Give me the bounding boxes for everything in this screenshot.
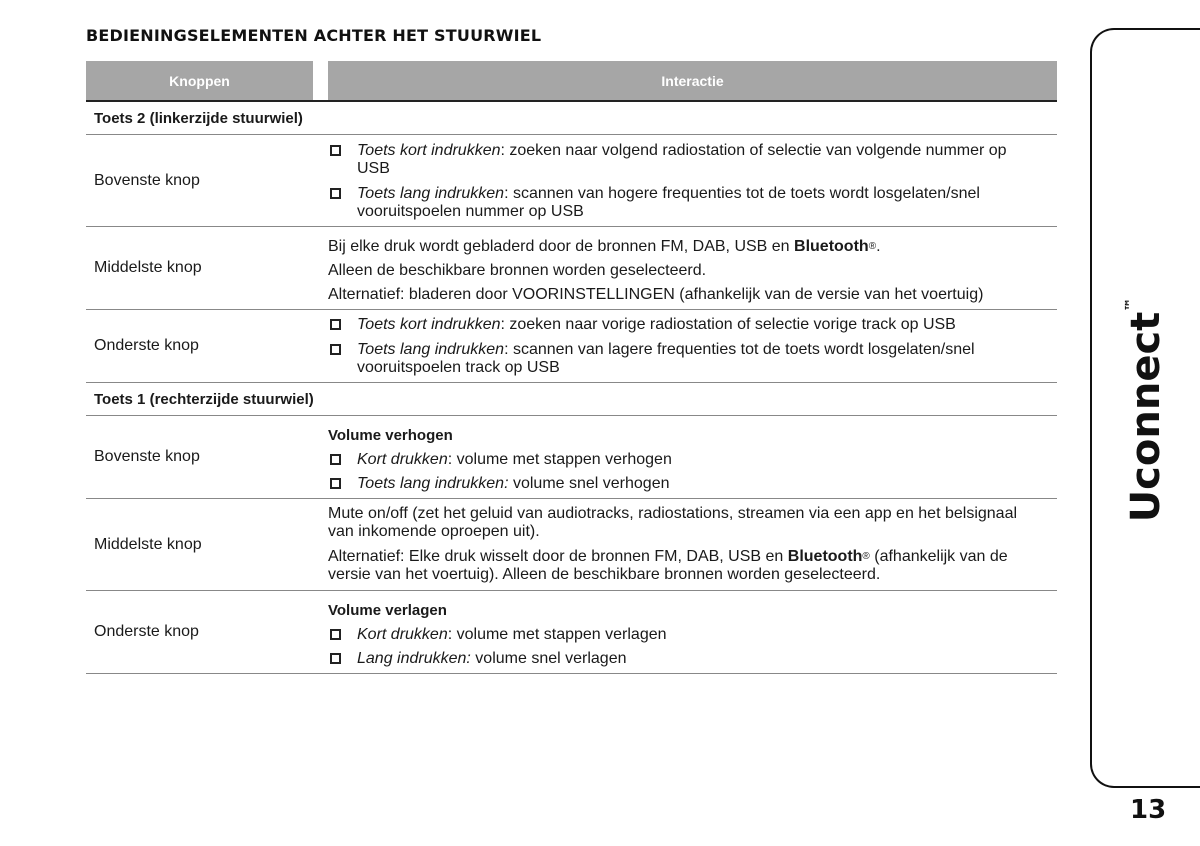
list-item: Toets kort indrukken: zoeken naar volgend radiostation of selectie van volgende nummer op USB	[328, 142, 1007, 178]
button-label: Onderste knop	[94, 337, 199, 354]
paragraph: Bij elke druk wordt gebladerd door de bronnen FM, DAB, USB en Bluetooth®.	[328, 238, 881, 255]
paragraph: Alternatief: Elke druk wisselt door de bronnen FM, DAB, USB en Bluetooth® (afhankelijk van de versie van het voertuig). Alleen de beschikbare bronnen worden geselecteerd.	[328, 548, 1008, 583]
paragraph: Alternatief: bladeren door VOORINSTELLINGEN (afhankelijk van de versie van het voertuig)	[328, 286, 984, 303]
list-item: Toets lang indrukken: scannen van lagere frequenties tot de toets wordt losgelaten/snel vooruitspoelen track op USB	[328, 341, 975, 377]
table-header	[86, 61, 1057, 102]
list-item: Toets kort indrukken: zoeken naar vorige radiostation of selectie vorige track op USB	[328, 316, 956, 334]
interaction-cell	[328, 416, 1043, 498]
interaction-cell	[328, 591, 1043, 673]
square-bullet-icon	[330, 629, 341, 640]
interaction-cell	[328, 499, 1043, 590]
group-heading-left: Toets 2 (linkerzijde stuurwiel)	[86, 102, 1057, 135]
list-item: Kort drukken: volume met stappen verlagen	[328, 626, 667, 644]
section-title: BEDIENINGSELEMENTEN ACHTER HET STUURWIEL	[86, 26, 542, 45]
controls-table	[86, 61, 1057, 674]
interaction-cell	[328, 135, 1043, 226]
table-row	[86, 310, 1057, 383]
square-bullet-icon	[330, 145, 341, 156]
square-bullet-icon	[330, 653, 341, 664]
list-item: Kort drukken: volume met stappen verhogen	[328, 451, 672, 469]
table-row	[86, 499, 1057, 591]
paragraph: Mute on/off (zet het geluid van audiotracks, radiostations, streamen via een app en het belsignaal van inkomende oproepen uit).	[328, 505, 1018, 540]
button-label: Bovenste knop	[94, 171, 200, 189]
square-bullet-icon	[330, 478, 341, 489]
square-bullet-icon	[330, 344, 341, 355]
paragraph: Alleen de beschikbare bronnen worden geselecteerd.	[328, 262, 707, 279]
page-number: 13	[1130, 795, 1167, 825]
header-buttons: Knoppen	[86, 61, 313, 100]
square-bullet-icon	[330, 188, 341, 199]
table-row	[86, 135, 1057, 227]
header-interaction: Interactie	[328, 61, 1057, 100]
interaction-cell	[328, 227, 1043, 309]
group-heading-right: Toets 1 (rechterzijde stuurwiel)	[86, 383, 1057, 416]
square-bullet-icon	[330, 454, 341, 465]
button-label: Bovenste knop	[94, 448, 200, 465]
list-item: Lang indrukken: volume snel verlagen	[328, 650, 627, 668]
button-label: Middelste knop	[94, 259, 202, 276]
list-item: Toets lang indrukken: volume snel verhogen	[328, 475, 670, 493]
cell-heading: Volume verhogen	[328, 427, 453, 444]
button-label: Onderste knop	[94, 623, 199, 640]
cell-heading: Volume verlagen	[328, 602, 447, 619]
button-label: Middelste knop	[94, 535, 202, 553]
table-row	[86, 591, 1057, 674]
list-item: Toets lang indrukken: scannen van hogere frequenties tot de toets wordt losgelaten/snel vooruitspoelen nummer op USB	[328, 185, 980, 221]
table-row	[86, 416, 1057, 499]
interaction-cell	[328, 310, 1043, 382]
table-row	[86, 227, 1057, 310]
chapter-title: Uconnect™	[1123, 297, 1169, 523]
square-bullet-icon	[330, 319, 341, 330]
